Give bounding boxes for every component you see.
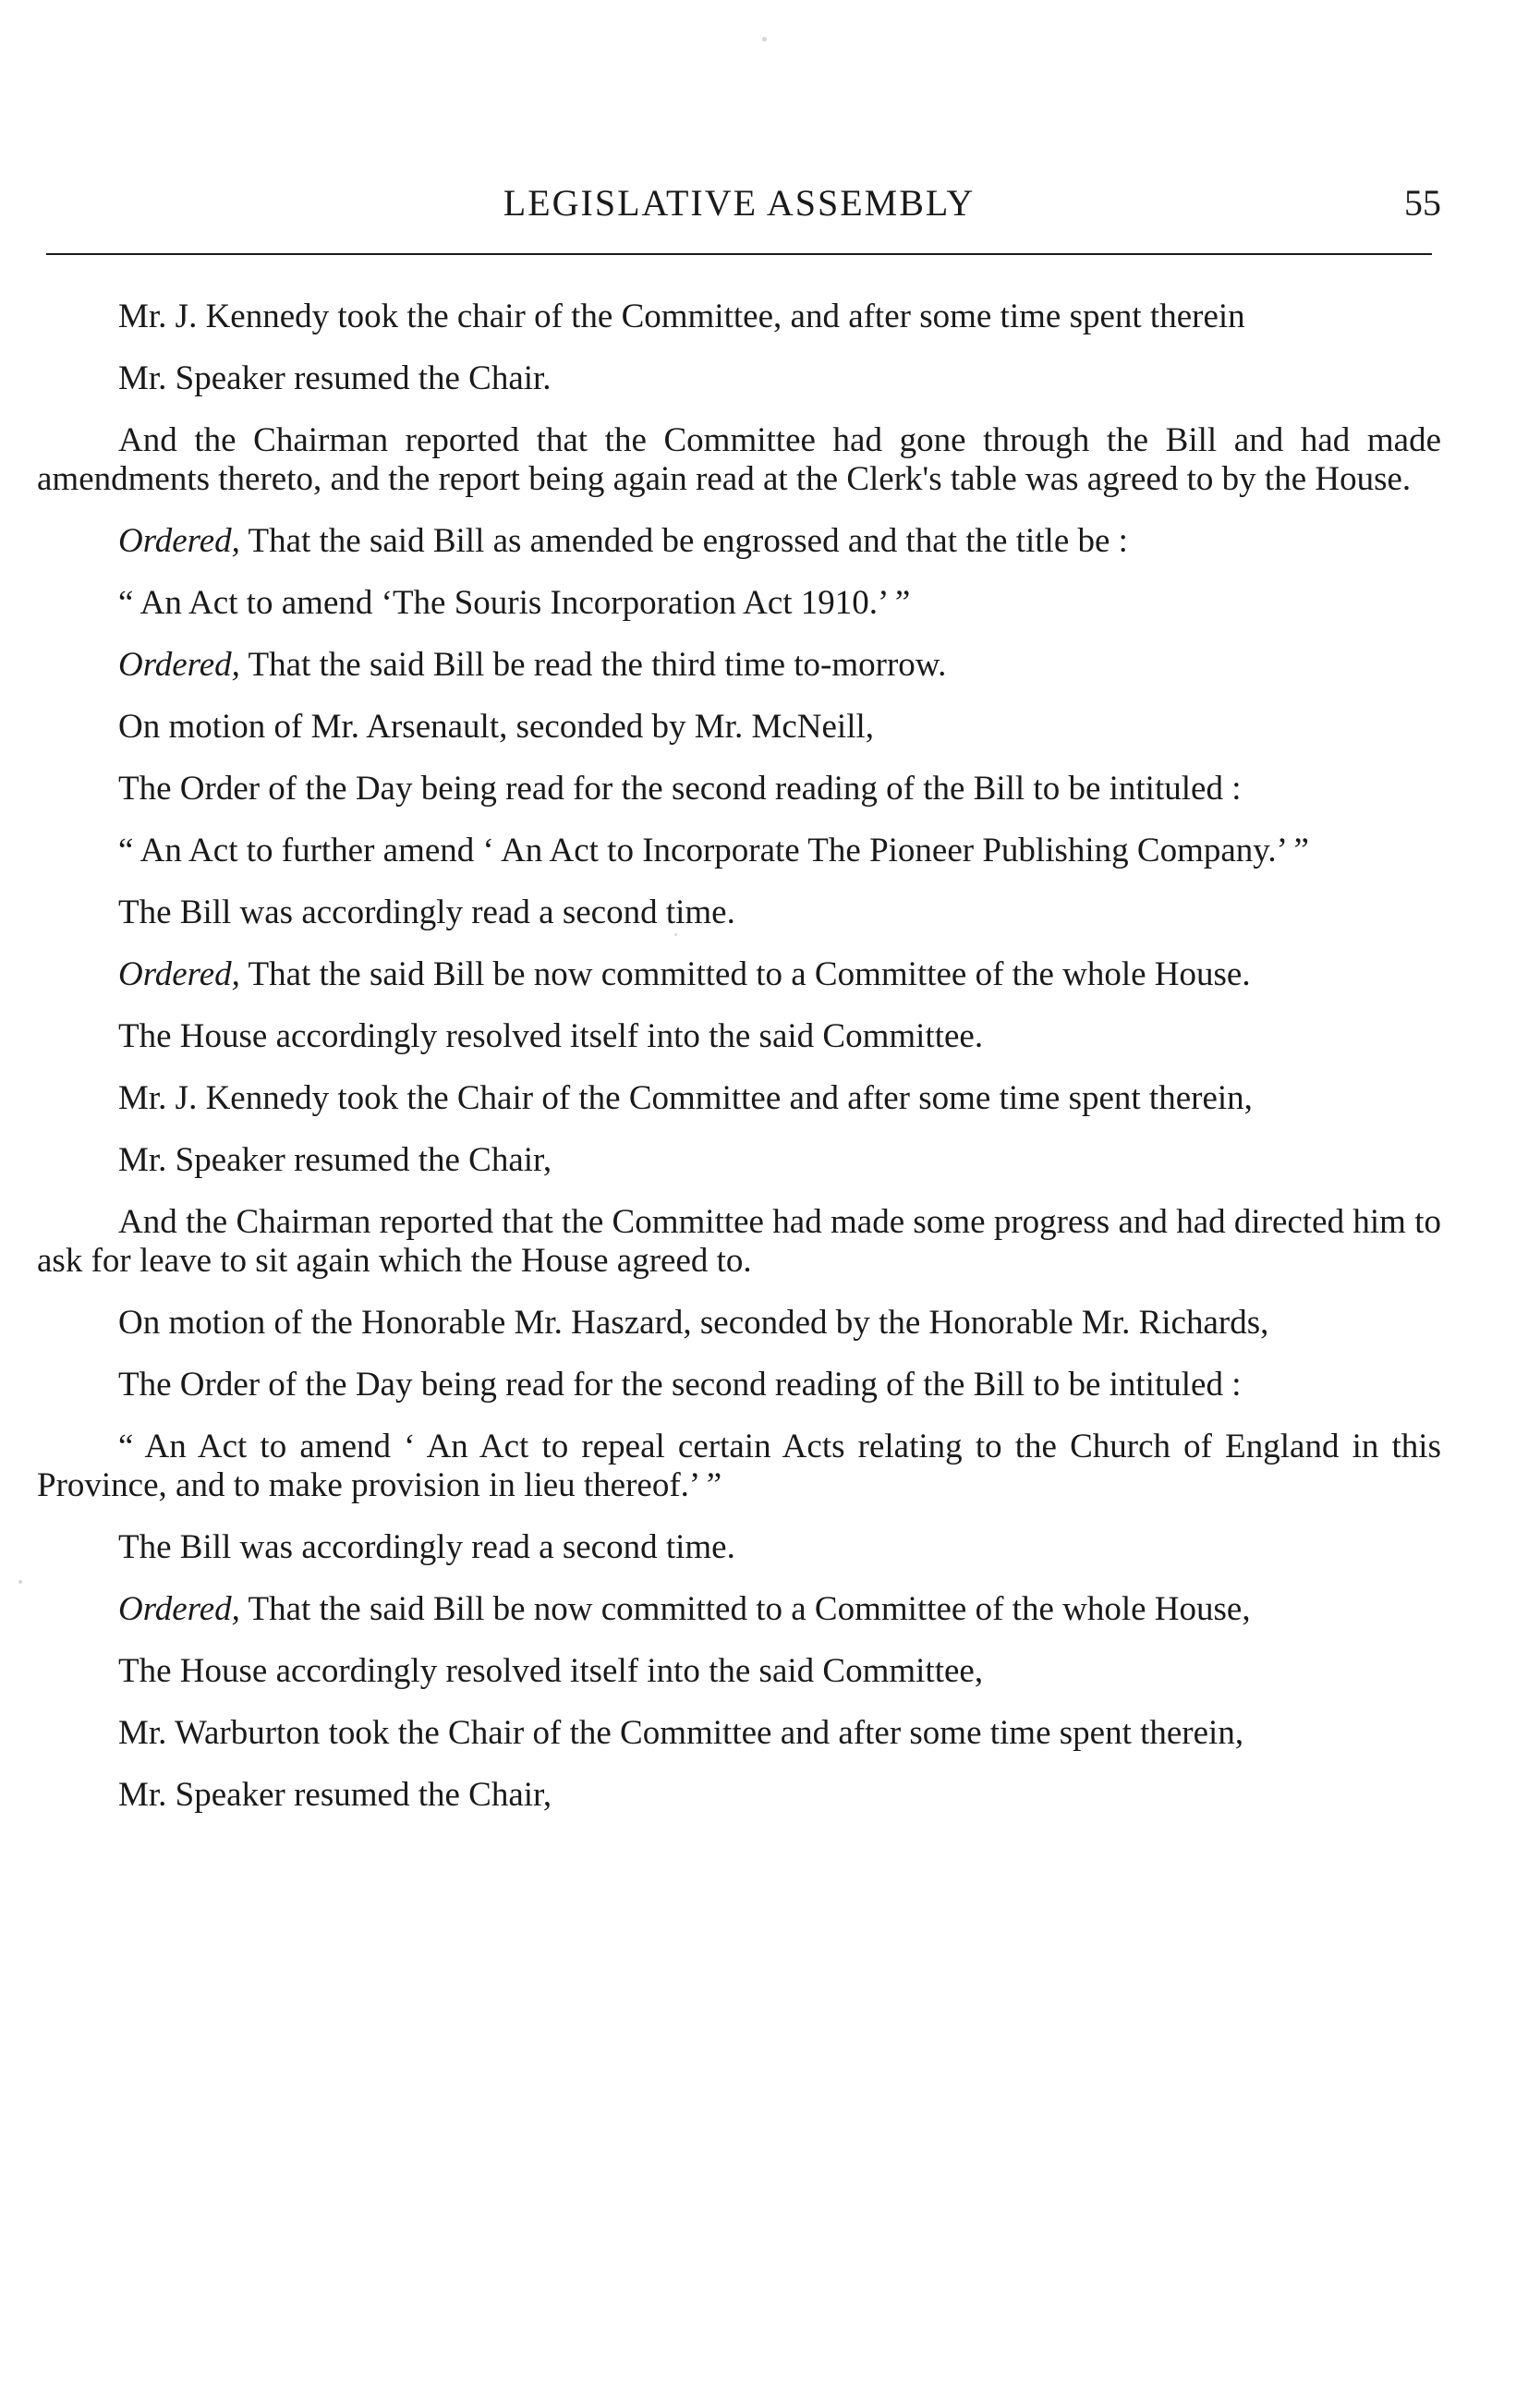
- running-title: LEGISLATIVE ASSEMBLY: [503, 182, 976, 224]
- ordered-lead: Ordered,: [118, 1590, 240, 1628]
- paragraph-10: The Bill was accordingly read a second time.: [118, 894, 735, 931]
- paragraph-17: The Order of the Day being read for the second reading of the Bill to be intituled :: [118, 1366, 1242, 1404]
- paragraph-13: Mr. J. Kennedy took the Chair of the Committee and after some time spent therein,: [118, 1079, 1253, 1117]
- paragraph-3: And the Chairman reported that the Committee had gone through the Bill and had made amendments thereto, and the report being again read at the Clerk's table was agreed to by the House.: [37, 421, 1441, 498]
- journal-body: [37, 298, 1441, 1838]
- page-header: [37, 181, 1441, 227]
- ordered-lead: Ordered,: [118, 646, 240, 684]
- paragraph-4: Ordered, That the said Bill as amended be engrossed and that the title be :: [118, 522, 1128, 560]
- header-rule: [46, 253, 1432, 255]
- paragraph-9: “ An Act to further amend ‘ An Act to Incorporate The Pioneer Publishing Company.’ ”: [118, 832, 1309, 869]
- ordered-lead: Ordered,: [118, 955, 240, 993]
- paragraph-14: Mr. Speaker resumed the Chair,: [118, 1141, 552, 1179]
- paragraph-2: Mr. Speaker resumed the Chair.: [118, 359, 552, 397]
- paragraph-20: Ordered, That the said Bill be now committed to a Committee of the whole House,: [118, 1590, 1251, 1628]
- paragraph-8: The Order of the Day being read for the second reading of the Bill to be intituled :: [118, 770, 1242, 808]
- ordered-lead: Ordered,: [118, 522, 240, 560]
- paragraph-23: Mr. Speaker resumed the Chair,: [118, 1776, 552, 1814]
- scan-speck: [18, 1580, 22, 1584]
- paragraph-16: On motion of the Honorable Mr. Haszard, seconded by the Honorable Mr. Richards,: [118, 1304, 1269, 1342]
- page-number: 55: [1404, 182, 1441, 224]
- paragraph-12: The House accordingly resolved itself into the said Committee.: [118, 1017, 984, 1055]
- scan-speck: [674, 933, 677, 936]
- paragraph-1: Mr. J. Kennedy took the chair of the Committee, and after some time spent therein: [118, 298, 1245, 335]
- paragraph-5: “ An Act to amend ‘The Souris Incorporation Act 1910.’ ”: [118, 584, 911, 622]
- scan-speck: [762, 37, 767, 42]
- paragraph-22: Mr. Warburton took the Chair of the Committee and after some time spent therein,: [118, 1714, 1244, 1752]
- paragraph-6: Ordered, That the said Bill be read the third time to-morrow.: [118, 646, 947, 684]
- paragraph-15: And the Chairman reported that the Committee had made some progress and had directed him to ask for leave to sit again which the House agreed to.: [37, 1203, 1441, 1280]
- paragraph-7: On motion of Mr. Arsenault, seconded by Mr. McNeill,: [118, 708, 875, 746]
- paragraph-18: “ An Act to amend ‘ An Act to repeal certain Acts relating to the Church of England in this Province, and to make provision in lieu thereof.’ ”: [37, 1428, 1441, 1504]
- paragraph-19: The Bill was accordingly read a second time.: [118, 1528, 735, 1566]
- paragraph-21: The House accordingly resolved itself into the said Committee,: [118, 1652, 984, 1690]
- paragraph-11: Ordered, That the said Bill be now committed to a Committee of the whole House.: [118, 955, 1251, 993]
